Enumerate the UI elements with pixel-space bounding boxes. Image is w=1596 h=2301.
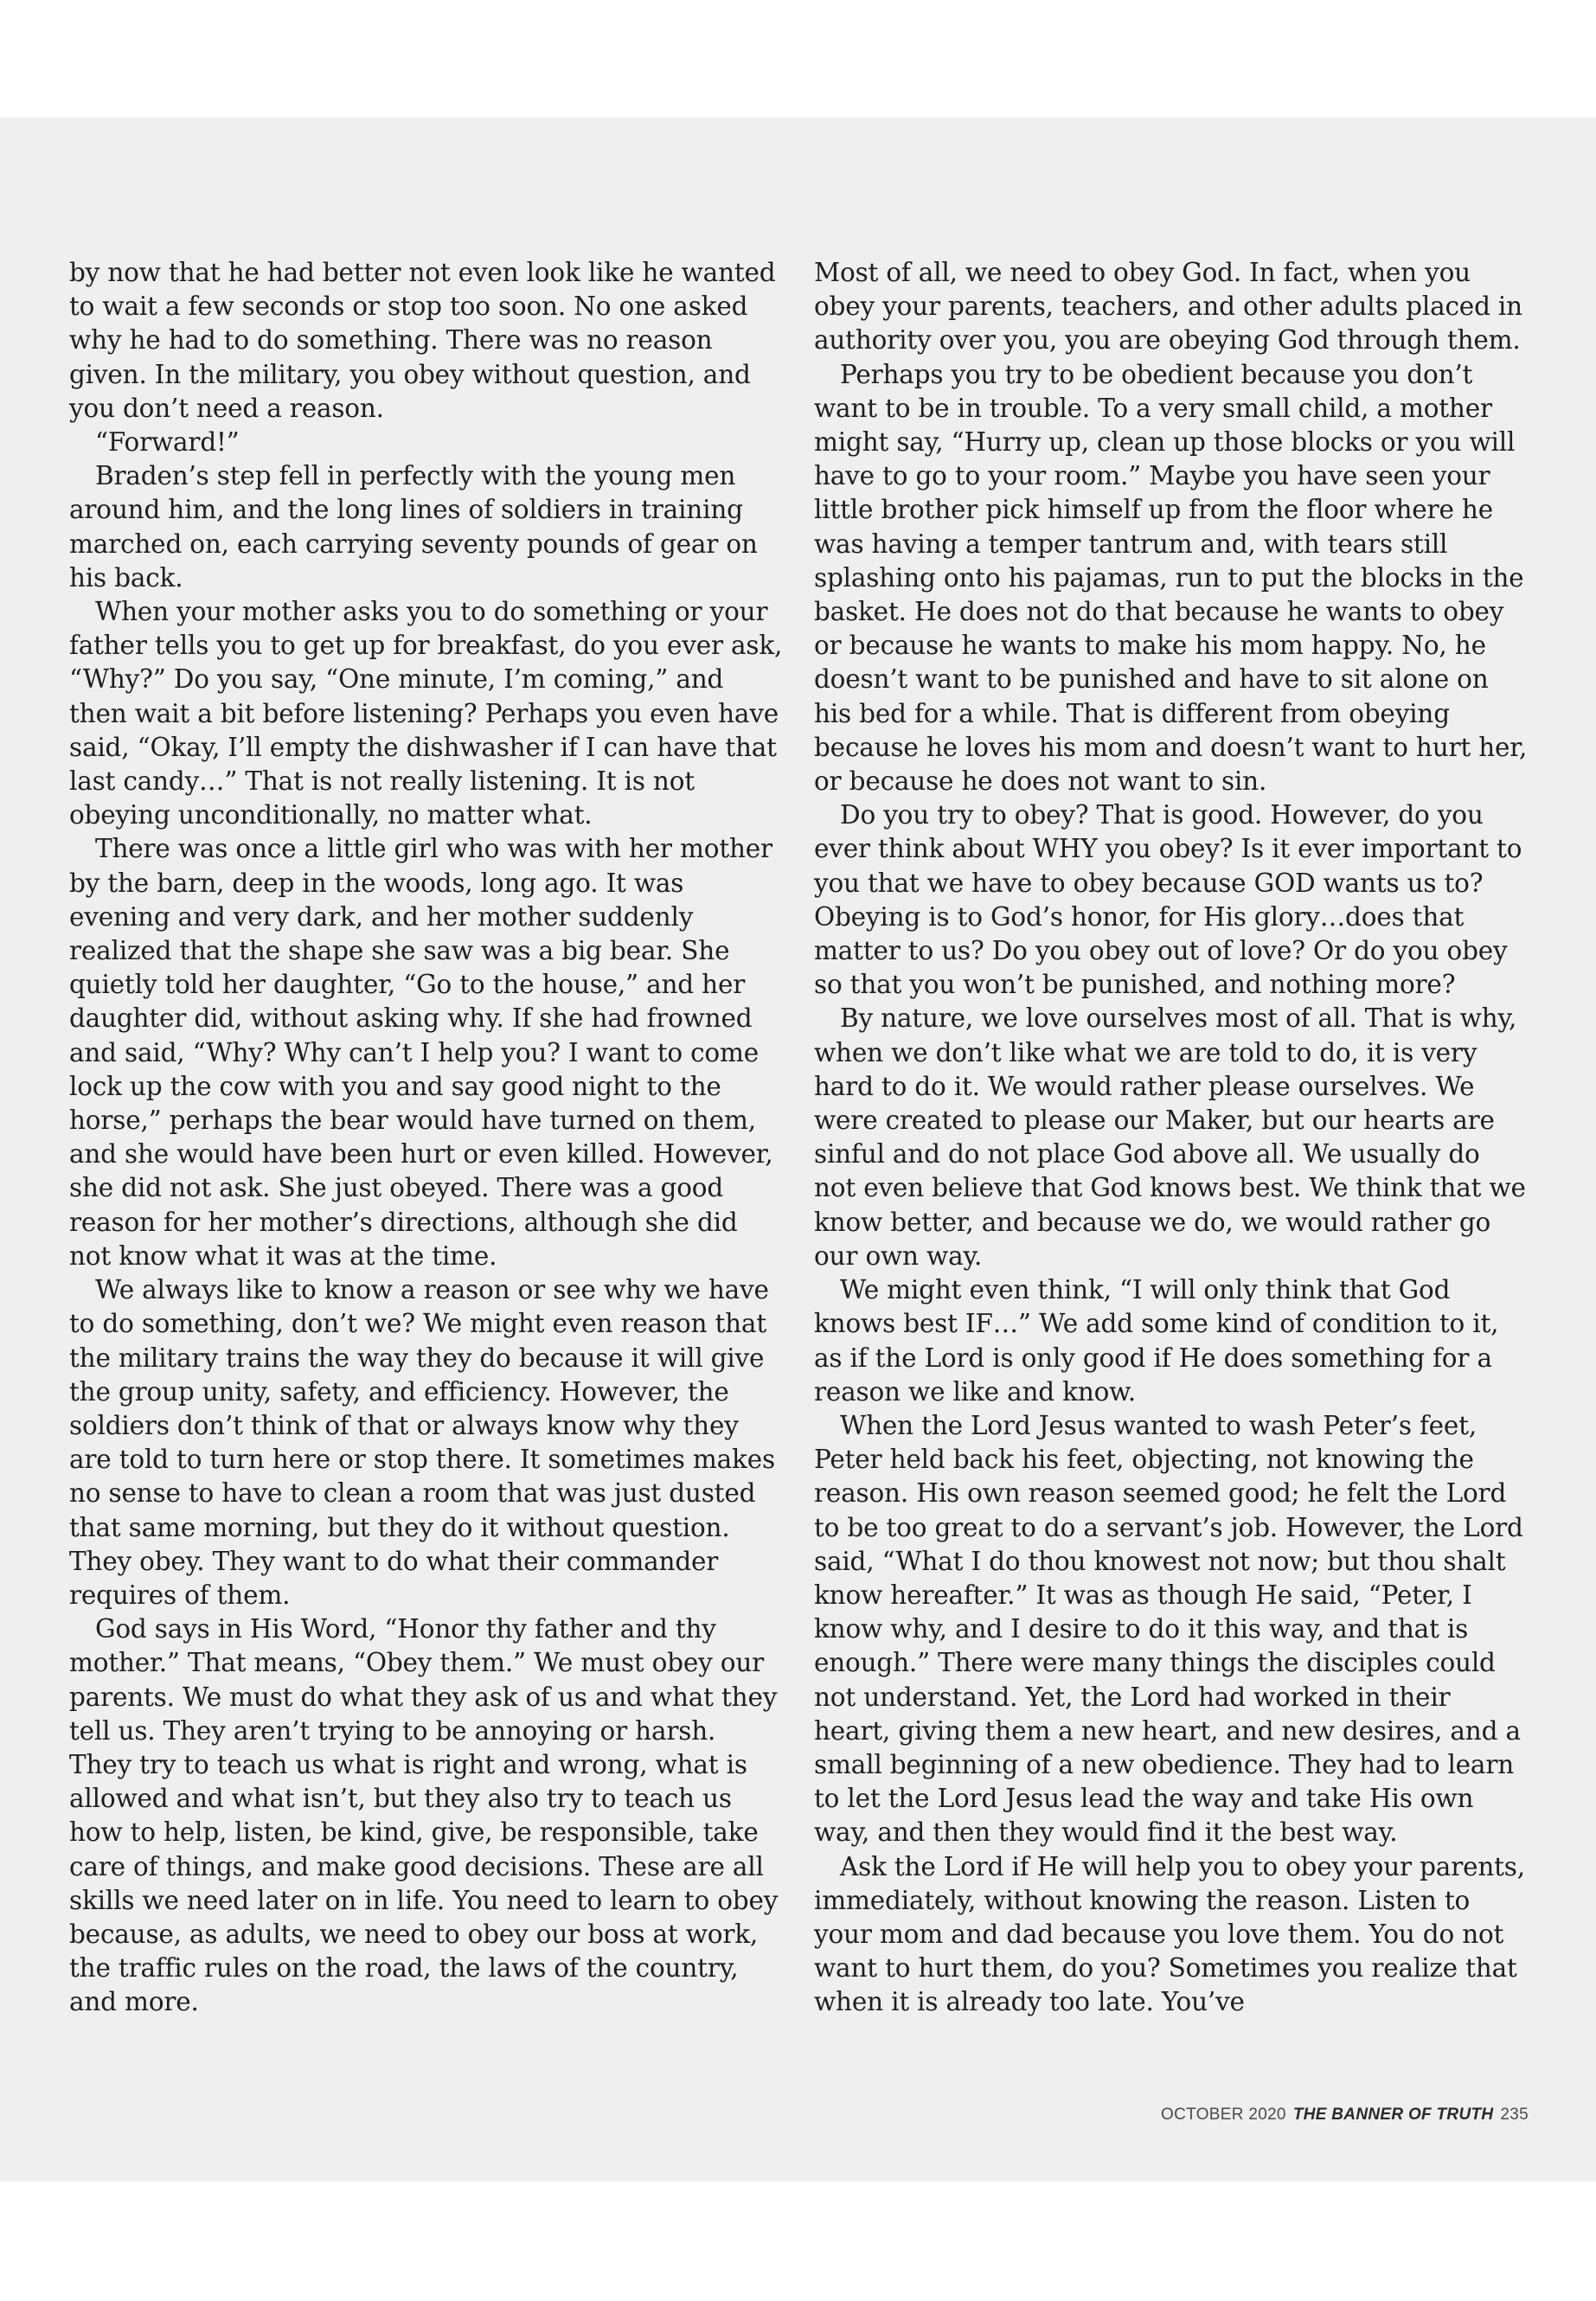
paragraph: Do you try to obey? That is good. However, do you ever think about WHY you obey? Is it ever important to you that we have to obey because GOD wants us to? Obeying is to God’s honor, for His glory…does that matter to us? Do you obey out of love? Or do you obey so that you won’t be punished, and nothing more?: [814, 800, 1522, 1000]
magazine-page: [0, 118, 1596, 2182]
page-number: 235: [1500, 2106, 1529, 2124]
paragraph: When your mother asks you to do something or your father tells you to get up for breakfast, do you ever ask, “Why?” Do you say, “One minute, I’m coming,” and then wait a bit before listening? Perhaps you even have said, “Okay, I’ll empty the dishwasher if I can have that last candy…” That is not really listening. It is not obeying unconditionally, no matter what.: [69, 597, 783, 830]
magazine-title: THE BANNER OF TRUTH: [1292, 2106, 1494, 2124]
paragraph: Braden’s step fell in perfectly with the young men around him, and the long lines of soldiers in training marched on, each carrying seventy pounds of gear on his back.: [69, 461, 758, 593]
page-footer: [1161, 2106, 1529, 2125]
paragraph: God says in His Word, “Honor thy father and thy mother.” That means, “Obey them.” We must obey our parents. We must do what they ask of us and what they tell us. They aren’t trying to be annoying or harsh. They try to teach us what is right and wrong, what is allowed and what isn’t, but they also try to teach us how to help, listen, be kind, give, be responsible, take care of things, and make good decisions. These are all skills we need later on in life. You need to learn to obey because, as adults, we need to obey our boss at work, the traffic rules on the road, the laws of the country, and more.: [69, 1614, 779, 2017]
paragraph: When the Lord Jesus wanted to wash Peter’s feet, Peter held back his feet, objecting, not knowing the reason. His own reason seemed good; he felt the Lord to be too great to do a servant’s job. However, the Lord said, “What I do thou knowest not now; but thou shalt know hereafter.” It was as though He said, “Peter, I know why, and I desire to do it this way, and that is enough.” There were many things the disciples could not understand. Yet, the Lord had worked in their heart, giving them a new heart, and new desires, and a small beginning of a new obedience. They had to learn to let the Lord Jesus lead the way and take His own way, and then they would find it the best way.: [814, 1410, 1523, 1848]
paragraph: By nature, we love ourselves most of all. That is why, when we don’t like what we are told to do, it is very hard to do it. We would rather please ourselves. We were created to please our Maker, but our hearts are sinful and do not place God above all. We usually do not even believe that God knows best. We think that we know better, and because we do, we would rather go our own way.: [814, 1003, 1526, 1271]
paragraph: We might even think, “I will only think that God knows best IF…” We add some kind of condition to it, as if the Lord is only good if He does something for a reason we like and know.: [814, 1275, 1499, 1407]
left-column: [69, 256, 783, 2020]
paragraph: by now that he had better not even look like he wanted to wait a few seconds or stop too soon. No one asked why he had to do something. There was no reason given. In the military, you obey without question, and you don’t need a reason.: [69, 258, 776, 423]
paragraph: Perhaps you try to be obedient because you don’t want to be in trouble. To a very small child, a mother might say, “Hurry up, clean up those blocks or you will have to go to your room.” Maybe you have seen your little brother pick himself up from the floor where he was having a temper tantrum and, with tears still splashing onto his pajamas, run to put the blocks in the basket. He does not do that because he wants to obey or because he wants to make his mom happy. No, he doesn’t want to be punished and have to sit alone on his bed for a while. That is different from obeying because he loves his mom and doesn’t want to hurt her, or because he does not want to sin.: [814, 359, 1528, 797]
paragraph: Ask the Lord if He will help you to obey your parents, immediately, without knowing the reason. Listen to your mom and dad because you love them. You do not want to hurt them, do you? Sometimes you realize that when it is already too late. You’ve: [814, 1851, 1525, 2017]
issue-date: OCTOBER 2020: [1161, 2106, 1286, 2124]
paragraph: “Forward!”: [95, 427, 240, 458]
paragraph: There was once a little girl who was with her mother by the barn, deep in the woods, long ago. It was evening and very dark, and her mother suddenly realized that the shape she saw was a big bear. She quietly told her daughter, “Go to the house,” and her daughter did, without asking why. If she had frowned and said, “Why? Why can’t I help you? I want to come lock up the cow with you and say good night to the horse,” perhaps the bear would have turned on them, and she would have been hurt or even killed. However, she did not ask. She just obeyed. There was a good reason for her mother’s directions, although she did not know what it was at the time.: [69, 834, 773, 1271]
right-column: [814, 256, 1528, 2020]
paragraph: Most of all, we need to obey God. In fact, when you obey your parents, teachers, and other adults placed in authority over you, you are obeying God through them.: [814, 258, 1522, 356]
paragraph: We always like to know a reason or see why we have to do something, don’t we? We might even reason that the military trains the way they do because it will give the group unity, safety, and efficiency. However, the soldiers don’t think of that or always know why they are told to turn here or stop there. It sometimes makes no sense to have to clean a room that was just dusted that same morning, but they do it without question. They obey. They want to do what their commander requires of them.: [69, 1275, 775, 1610]
